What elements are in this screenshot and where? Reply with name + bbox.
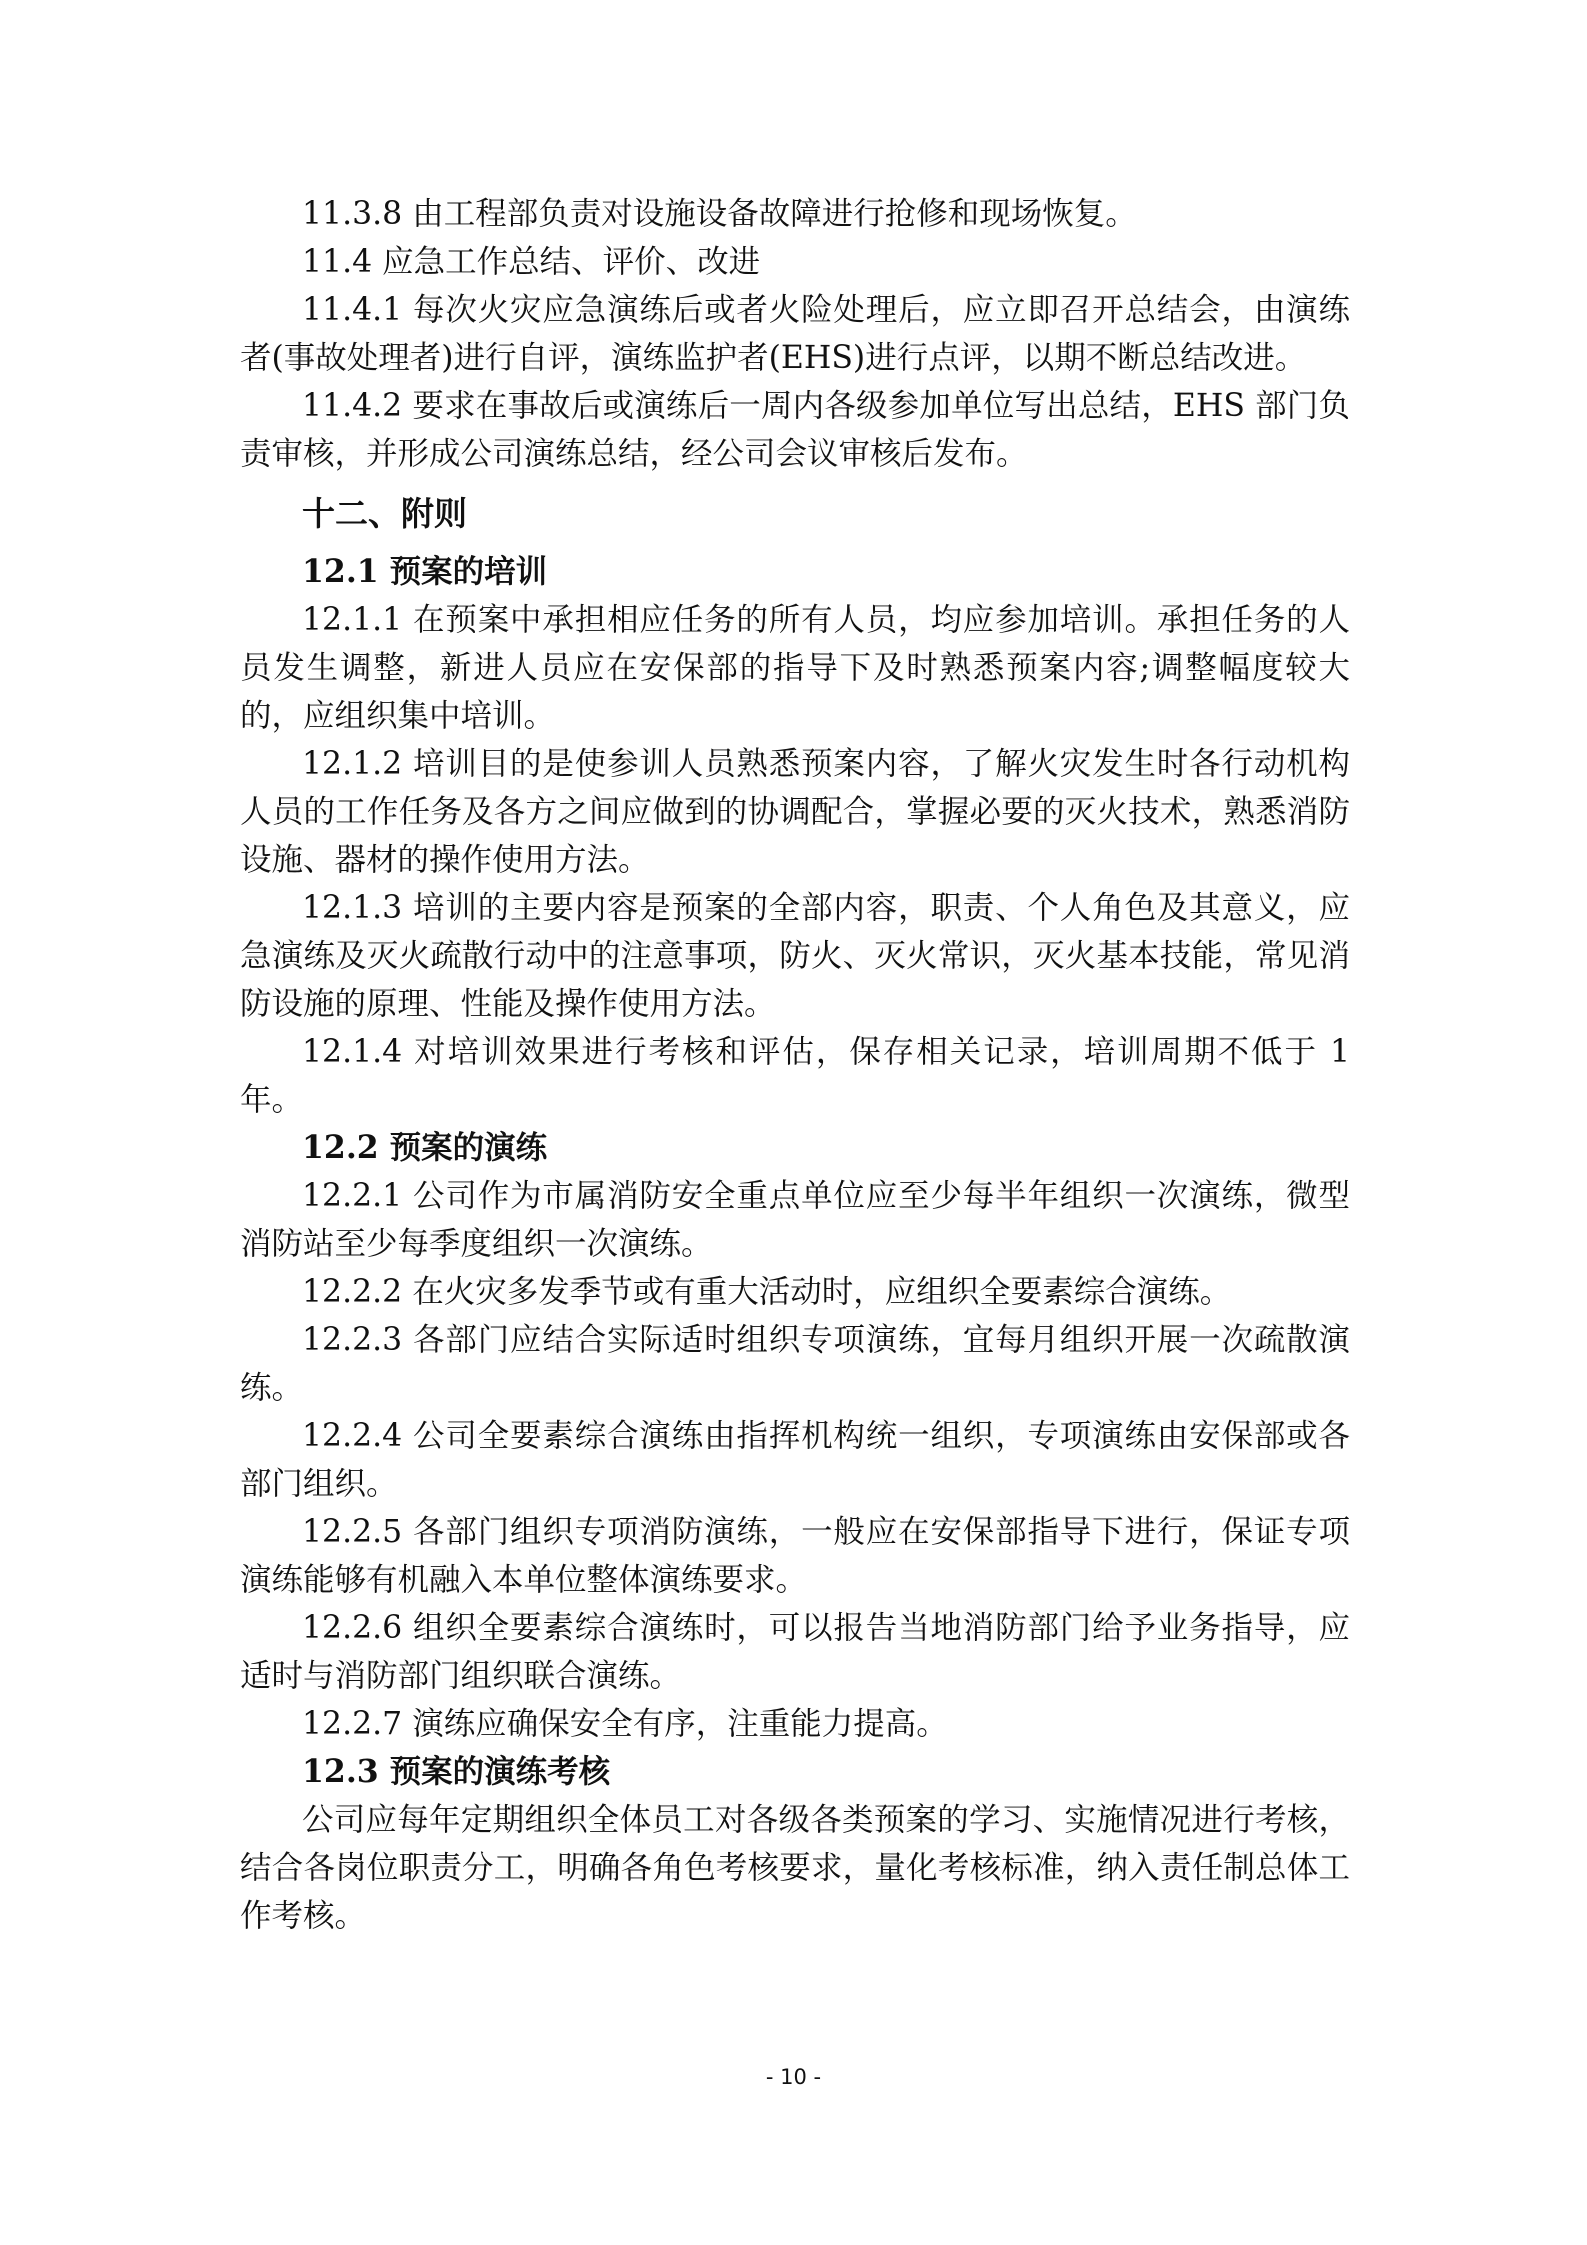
paragraph-12-2-6: 12.2.6 组织全要素综合演练时，可以报告当地消防部门给予业务指导，应适时与消防部门组织联合演练。 [240,1610,1350,1694]
paragraph-11-4-2: 11.4.2 要求在事故后或演练后一周内各级参加单位写出总结，EHS 部门负责审核，并形成公司演练总结，经公司会议审核后发布。 [240,388,1350,472]
paragraph-12-1-1: 12.1.1 在预案中承担相应任务的所有人员，均应参加培训。承担任务的人员发生调整，新进人员应在安保部的指导下及时熟悉预案内容;调整幅度较大的，应组织集中培训。 [240,602,1350,734]
paragraph-12-2-7: 12.2.7 演练应确保安全有序，注重能力提高。 [302,1706,948,1742]
subheading-12-3: 12.3 预案的演练考核 [302,1753,611,1790]
paragraph-12-1-3: 12.1.3 培训的主要内容是预案的全部内容，职责、个人角色及其意义，应急演练及灭火疏散行动中的注意事项，防火、灭火常识，灭火基本技能，常见消防设施的原理、性能及操作使用方法。 [240,890,1350,1022]
paragraph-12-2-5: 12.2.5 各部门组织专项消防演练，一般应在安保部指导下进行，保证专项演练能够有机融入本单位整体演练要求。 [240,1514,1350,1598]
paragraph-12-2-4: 12.2.4 公司全要素综合演练由指挥机构统一组织，专项演练由安保部或各部门组织。 [240,1418,1350,1502]
subheading-12-1: 12.1 预案的培训 [302,553,548,590]
paragraph-12-2-1: 12.2.1 公司作为市属消防安全重点单位应至少每半年组织一次演练，微型消防站至少每季度组织一次演练。 [240,1178,1350,1262]
paragraph-12-3: 公司应每年定期组织全体员工对各级各类预案的学习、实施情况进行考核，结合各岗位职责分工，明确各角色考核要求，量化考核标准，纳入责任制总体工作考核。 [240,1802,1350,1934]
paragraph-12-1-4: 12.1.4 对培训效果进行考核和评估，保存相关记录，培训周期不低于 1 年。 [240,1034,1350,1118]
page-number: - 10 - [765,2065,822,2089]
document-body [240,190,1350,1940]
section-heading-12: 十二、附则 [302,494,467,533]
paragraph-12-2-2: 12.2.2 在火灾多发季节或有重大活动时，应组织全要素综合演练。 [302,1274,1232,1310]
paragraph-11-4-heading: 11.4 应急工作总结、评价、改进 [302,244,761,280]
paragraph-12-2-3: 12.2.3 各部门应结合实际适时组织专项演练，宜每月组织开展一次疏散演练。 [240,1322,1350,1406]
paragraph-11-3-8: 11.3.8 由工程部负责对设施设备故障进行抢修和现场恢复。 [302,196,1137,232]
paragraph-11-4-1: 11.4.1 每次火灾应急演练后或者火险处理后，应立即召开总结会，由演练者(事故处理者)进行自评，演练监护者(EHS)进行点评，以期不断总结改进。 [240,292,1350,376]
subheading-12-2: 12.2 预案的演练 [302,1129,548,1166]
paragraph-12-1-2: 12.1.2 培训目的是使参训人员熟悉预案内容，了解火灾发生时各行动机构人员的工作任务及各方之间应做到的协调配合，掌握必要的灭火技术，熟悉消防设施、器材的操作使用方法。 [240,746,1350,878]
